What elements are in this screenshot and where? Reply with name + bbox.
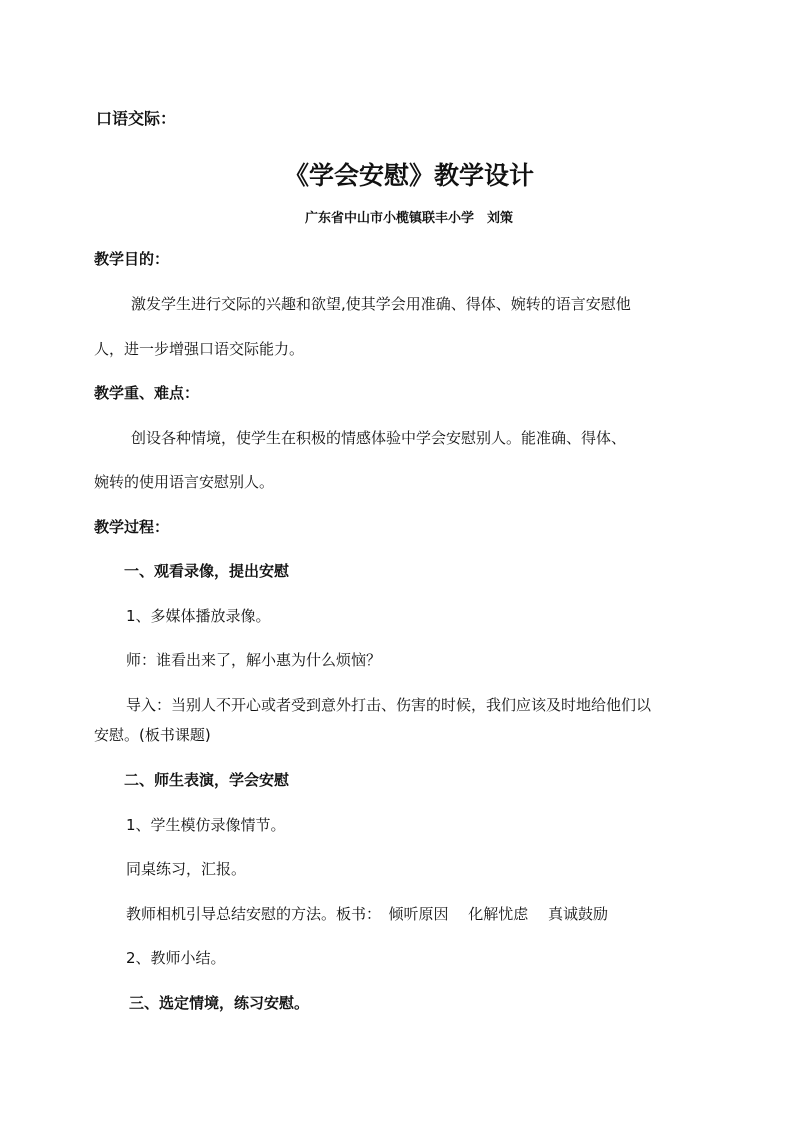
step3-heading: 三、选定情境，练习安慰。 <box>129 994 310 1012</box>
objectives-paragraph-line-1: 激发学生进行交际的兴趣和欲望,使其学会用准确、得体、婉转的语言安慰他 <box>131 295 631 313</box>
step1-intro-line-1: 导入：当别人不开心或者受到意外打击、伤害的时候，我们应该及时地给他们以 <box>126 696 652 714</box>
objectives-heading: 教学目的： <box>94 250 170 268</box>
step2-board-writing: 教师相机引导总结安慰的方法。板书： 倾听原因 化解忧虑 真诚鼓励 <box>126 905 609 923</box>
step2-practice: 同桌练习，汇报。 <box>126 860 247 878</box>
step1-heading: 一、观看录像，提出安慰 <box>124 562 290 580</box>
category-label: 口语交际： <box>96 109 177 128</box>
step1-teacher-question: 师：谁看出来了，解小惠为什么烦恼？ <box>126 651 382 669</box>
key-points-heading: 教学重、难点： <box>94 384 200 402</box>
step2-heading: 二、师生表演，学会安慰 <box>124 771 290 789</box>
key-points-paragraph-line-2: 婉转的使用语言安慰别人。 <box>94 473 275 491</box>
step1-item-1: 1、多媒体播放录像。 <box>126 607 271 625</box>
step2-item-1: 1、学生模仿录像情节。 <box>126 816 286 834</box>
process-heading: 教学过程： <box>94 518 170 536</box>
key-points-paragraph-line-1: 创设各种情境，使学生在积极的情感体验中学会安慰别人。能准确、得体、 <box>131 429 627 447</box>
step2-item-2: 2、教师小结。 <box>126 949 226 967</box>
objectives-paragraph-line-2: 人，进一步增强口语交际能力。 <box>94 340 305 358</box>
document-title: 《学会安慰》教学设计 <box>283 161 534 190</box>
author-line: 广东省中山市小榄镇联丰小学 刘策 <box>304 211 513 226</box>
step1-intro-line-2: 安慰。(板书课题) <box>94 726 211 744</box>
